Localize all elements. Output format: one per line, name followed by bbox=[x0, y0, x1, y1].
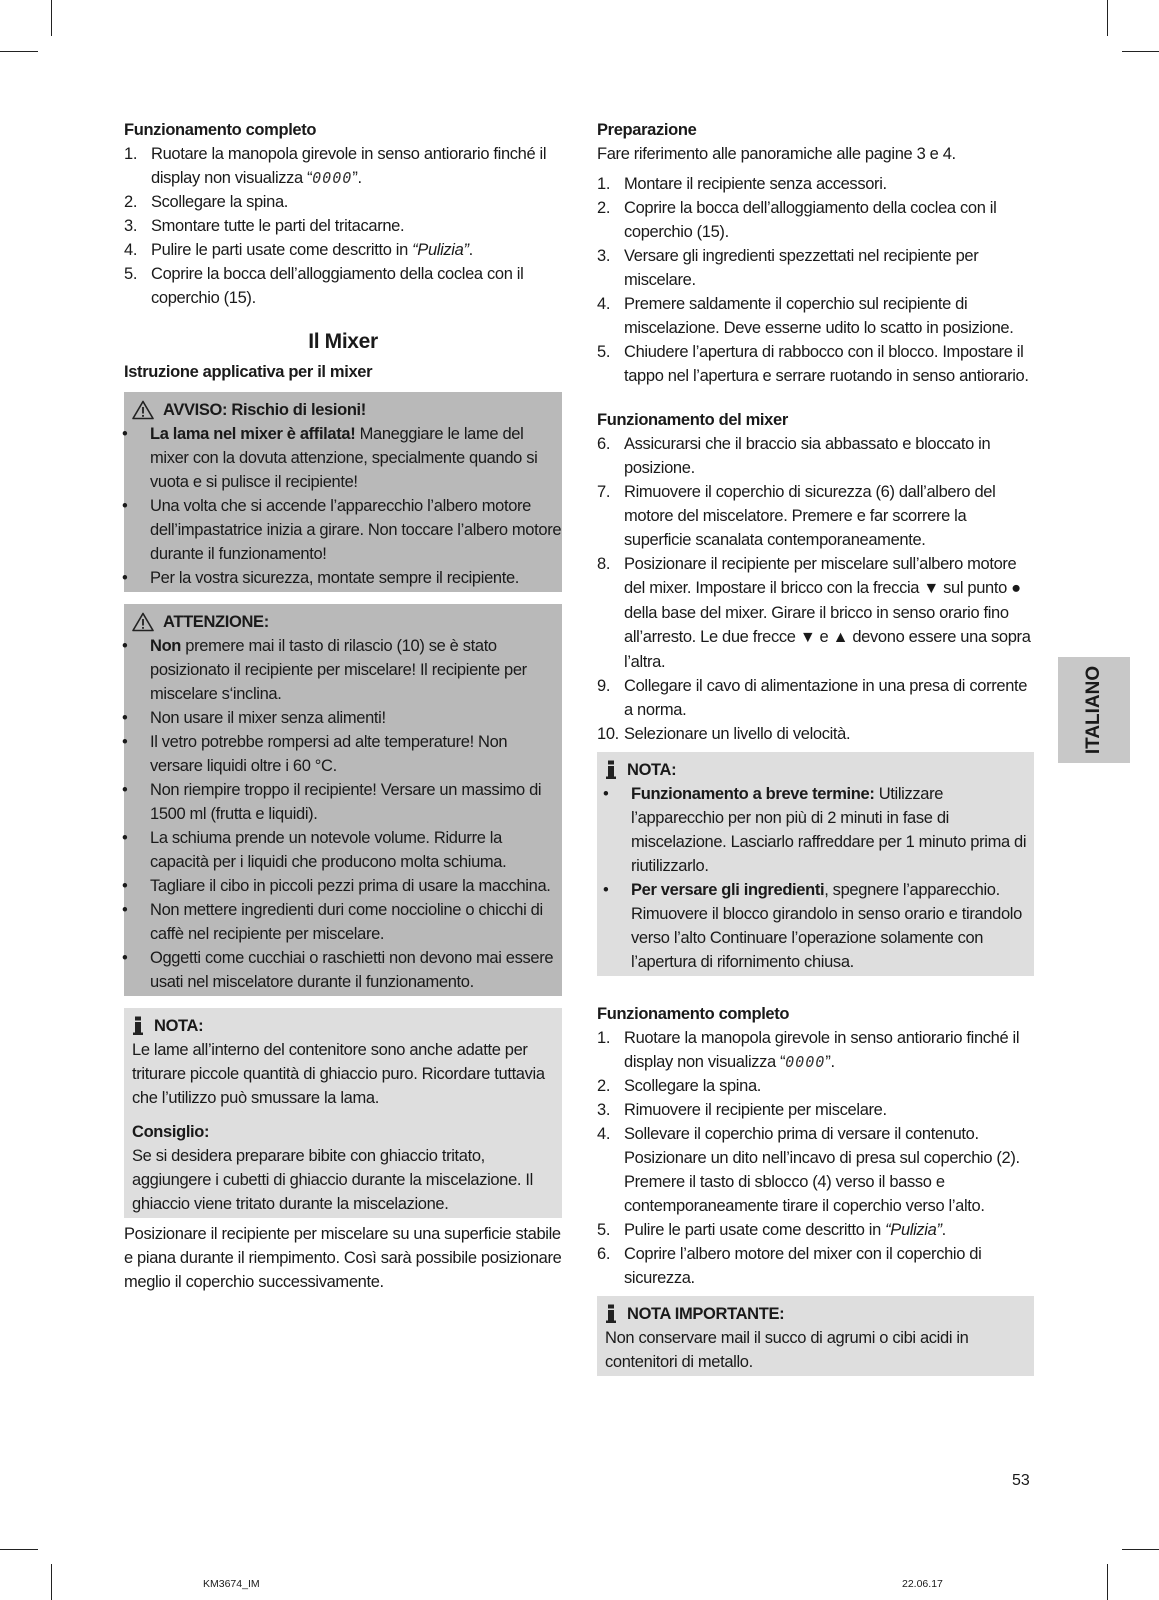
step-number: 4. bbox=[597, 1125, 611, 1143]
step-text: Pulire le parti usate come descritto in bbox=[151, 241, 413, 259]
note-header bbox=[124, 1014, 562, 1038]
list-item: • Per versare gli ingredienti, spegnere l’apparecchio. Rimuovere il blocco girandolo in senso orario e tirandolo verso l’alto Continuare l’operazione solamente con l’apertura di rifornimento chiusa. bbox=[603, 881, 1022, 971]
list-item: • Non mettere ingredienti duri come noccioline o chicchi di caffè nel recipiente per miscelare. bbox=[122, 901, 543, 943]
step-text: Premere saldamente il coperchio sul recipiente di miscelazione. Deve esserne udito lo scatto in posizione. bbox=[624, 295, 1014, 337]
caution-list bbox=[116, 634, 562, 994]
step-text: . bbox=[941, 1221, 946, 1239]
step-text: Montare il recipiente senza accessori. bbox=[624, 175, 887, 193]
note-box bbox=[124, 1008, 562, 1218]
step-text: Rimuovere il recipiente per miscelare. bbox=[624, 1101, 887, 1119]
info-icon bbox=[132, 1016, 144, 1036]
list-item bbox=[597, 722, 1034, 746]
list-item bbox=[597, 1026, 1034, 1074]
item-text: Per la vostra sicurezza, montate sempre il recipiente. bbox=[150, 569, 520, 587]
tip-heading: Consiglio: bbox=[132, 1123, 210, 1141]
paragraph: Fare riferimento alle panoramiche alle pagine 3 e 4. bbox=[597, 145, 956, 163]
step-text: Smontare tutte le parti del tritacarne. bbox=[151, 217, 405, 235]
section-heading: Funzionamento completo bbox=[597, 1005, 790, 1023]
section-heading: Istruzione applicativa per il mixer bbox=[124, 363, 373, 381]
step-number: 6. bbox=[597, 1245, 611, 1263]
crop-mark bbox=[0, 51, 38, 52]
list-item: • Non riempire troppo il recipiente! Versare un massimo di 1500 ml (frutta e liquidi). bbox=[122, 781, 542, 823]
list-item bbox=[597, 196, 1034, 244]
item-text: Non usare il mixer senza alimenti! bbox=[150, 709, 386, 727]
crop-mark bbox=[1107, 1564, 1108, 1600]
warning-triangle-icon bbox=[132, 400, 154, 420]
important-note-heading: NOTA IMPORTANTE: bbox=[627, 1305, 785, 1323]
footer-date: 22.06.17 bbox=[902, 1578, 943, 1590]
bold-text: Funzionamento a breve termine: bbox=[631, 785, 875, 803]
right-column bbox=[597, 118, 1034, 1376]
step-reference: “Pulizia” bbox=[412, 241, 469, 259]
list-item bbox=[597, 244, 1034, 292]
item-text: Maneggiare le lame del mixer con la dovuta attenzione, specialmente quando si vuota e si pulisce il recipiente! bbox=[150, 425, 538, 491]
note-box bbox=[597, 752, 1034, 976]
item-text: Non riempire troppo il recipiente! Versare un massimo di 1500 ml (frutta e liquidi). bbox=[150, 781, 542, 823]
step-number: 3. bbox=[597, 247, 611, 265]
step-number: 1. bbox=[597, 1029, 611, 1047]
warning-heading: AVVISO: Rischio di lesioni! bbox=[163, 401, 366, 419]
step-text: devono essere una sopra l’altra. bbox=[624, 628, 1031, 671]
warning-box bbox=[124, 392, 562, 592]
crop-mark bbox=[51, 0, 52, 36]
display-digits: 0000 bbox=[785, 1053, 826, 1071]
arrow-down-icon: ▼ bbox=[923, 580, 939, 597]
step-number: 5. bbox=[597, 1221, 611, 1239]
step-text: ”. bbox=[352, 169, 362, 187]
steps-list bbox=[597, 1026, 1034, 1290]
crop-mark bbox=[1107, 0, 1108, 36]
list-item: • Il vetro potrebbe rompersi ad alte temperature! Non versare liquidi oltre i 60 °C. bbox=[122, 733, 508, 775]
caution-header bbox=[124, 610, 562, 634]
bold-text: Per versare gli ingredienti bbox=[631, 881, 825, 899]
footer-doc-code: KM3674_IM bbox=[203, 1578, 260, 1590]
steps-list bbox=[597, 432, 1034, 746]
list-item bbox=[597, 480, 1034, 552]
item-text: Oggetti come cucchiai o raschietti non devono mai essere usati nel miscelatore durante il funzionamento. bbox=[150, 949, 554, 991]
list-item bbox=[597, 172, 1034, 196]
crop-mark bbox=[0, 1549, 38, 1550]
list-item bbox=[124, 142, 562, 190]
list-item bbox=[597, 1242, 1034, 1290]
crop-mark bbox=[51, 1564, 52, 1600]
section-title: Il Mixer bbox=[308, 330, 378, 353]
step-number: 5. bbox=[124, 265, 138, 283]
step-number: 7. bbox=[597, 483, 611, 501]
step-text: Scollegare la spina. bbox=[624, 1077, 762, 1095]
list-item bbox=[597, 1218, 1034, 1242]
arrow-down-icon: ▼ bbox=[799, 629, 816, 646]
list-item bbox=[597, 340, 1034, 388]
step-text: Sollevare il coperchio prima di versare il contenuto. Posizionare un dito nell’incavo di presa sul coperchio (2). Premere il tasto di sblocco (4) verso il basso e contemporaneamente tirare il coperchio verso l’alto. bbox=[624, 1125, 1020, 1215]
step-text: Assicurarsi che il braccio sia abbassato e bloccato in posizione. bbox=[624, 435, 991, 477]
item-text: La schiuma prende un notevole volume. Ridurre la capacità per i liquidi che producono molta schiuma. bbox=[150, 829, 507, 871]
item-text: premere mai il tasto di rilascio (10) se è stato posizionato il recipiente per miscelare! Il recipiente per miscelare s‘inclina. bbox=[150, 637, 527, 703]
step-text: Ruotare la manopola girevole in senso antiorario finché il display non visualizza “ bbox=[624, 1029, 1020, 1071]
item-text: Non mettere ingredienti duri come noccioline o chicchi di caffè nel recipiente per miscelare. bbox=[150, 901, 543, 943]
page-number: 53 bbox=[1012, 1472, 1030, 1489]
step-number: 10. bbox=[597, 725, 619, 743]
step-text: Rimuovere il coperchio di sicurezza (6) dall’albero del motore del miscelatore. Premere e far scorrere la superficie scanalata contemporaneamente. bbox=[624, 483, 996, 549]
list-item: • Una volta che si accende l’apparecchio l’albero motore dell’impastatrice inizia a girare. Non toccare l’albero motore durante il funzionamento! bbox=[122, 497, 562, 563]
note-heading: NOTA: bbox=[154, 1017, 204, 1035]
display-digits: 0000 bbox=[312, 169, 353, 187]
paragraph: Posizionare il recipiente per miscelare su una superficie stabile e piana durante il riempimento. Così sarà possibile posizionare meglio il coperchio successivamente. bbox=[124, 1225, 562, 1291]
warning-triangle-icon bbox=[132, 612, 154, 632]
bold-text: La lama nel mixer è affilata! bbox=[150, 425, 356, 443]
list-item bbox=[597, 674, 1034, 722]
important-note-header bbox=[597, 1302, 1034, 1326]
language-tab bbox=[1058, 657, 1130, 763]
crop-mark bbox=[1122, 1549, 1159, 1550]
list-item bbox=[597, 1122, 1034, 1218]
info-icon bbox=[605, 760, 617, 780]
caution-heading: ATTENZIONE: bbox=[163, 613, 269, 631]
list-item: • Tagliare il cibo in piccoli pezzi prima di usare la macchina. bbox=[122, 877, 551, 895]
warning-header bbox=[124, 398, 562, 422]
tip-body: Se si desidera preparare bibite con ghiaccio tritato, aggiungere i cubetti di ghiaccio durante la miscelazione. Il ghiaccio viene tritato durante la miscelazione. bbox=[132, 1147, 533, 1213]
step-text: Pulire le parti usate come descritto in bbox=[624, 1221, 886, 1239]
step-text: Coprire la bocca dell’alloggiamento della coclea con il coperchio (15). bbox=[151, 265, 524, 307]
step-text: Collegare il cavo di alimentazione in una presa di corrente a norma. bbox=[624, 677, 1028, 719]
caution-box bbox=[124, 604, 562, 996]
list-item bbox=[597, 432, 1034, 480]
step-text: sul punto bbox=[938, 579, 1012, 597]
step-number: 2. bbox=[597, 1077, 611, 1095]
step-number: 5. bbox=[597, 343, 611, 361]
step-number: 1. bbox=[124, 145, 138, 163]
step-number: 9. bbox=[597, 677, 611, 695]
step-text: Versare gli ingredienti spezzettati nel recipiente per miscelare. bbox=[624, 247, 979, 289]
list-item bbox=[597, 292, 1034, 340]
step-text: Chiudere l’apertura di rabbocco con il blocco. Impostare il tappo nel l’apertura e serrare ruotando in senso antiorario. bbox=[624, 343, 1029, 385]
step-text: ”. bbox=[825, 1053, 835, 1071]
list-item: • La lama nel mixer è affilata! Maneggiare le lame del mixer con la dovuta attenzione, specialmente quando si vuota e si pulisce il recipiente! bbox=[122, 425, 538, 491]
list-item bbox=[597, 1074, 1034, 1098]
left-column bbox=[124, 118, 562, 1294]
arrow-up-icon: ▲ bbox=[832, 629, 849, 646]
item-text: Utilizzare l’apparecchio per non più di 2 minuti in fase di miscelazione. Lasciarlo raffreddare per 1 minuto prima di riutilizzarlo. bbox=[631, 785, 1027, 875]
dot-icon: ● bbox=[1011, 579, 1021, 597]
step-text: Coprire la bocca dell’alloggiamento della coclea con il coperchio (15). bbox=[624, 199, 997, 241]
language-tab-label: ITALIANO bbox=[1083, 665, 1104, 755]
step-text: Selezionare un livello di velocità. bbox=[624, 725, 851, 743]
section-heading: Funzionamento completo bbox=[124, 121, 317, 139]
list-item: • La schiuma prende un notevole volume. Ridurre la capacità per i liquidi che producono molta schiuma. bbox=[122, 829, 507, 871]
step-text: Scollegare la spina. bbox=[151, 193, 289, 211]
list-item: • Funzionamento a breve termine: Utilizzare l’apparecchio per non più di 2 minuti in fase di miscelazione. Lasciarlo raffreddare per 1 minuto prima di riutilizzarlo. bbox=[603, 785, 1027, 875]
item-text: Il vetro potrebbe rompersi ad alte temperature! Non versare liquidi oltre i 60 °C. bbox=[150, 733, 508, 775]
step-number: 4. bbox=[124, 241, 138, 259]
note-list bbox=[597, 782, 1034, 974]
list-item bbox=[597, 1098, 1034, 1122]
note-body: Le lame all’interno del contenitore sono anche adatte per triturare piccole quantità di ghiaccio puro. Ricordare tuttavia che l’utilizzo può smussare la lama. bbox=[132, 1041, 545, 1107]
list-item: • Per la vostra sicurezza, montate sempre il recipiente. bbox=[122, 569, 520, 587]
step-number: 1. bbox=[597, 175, 611, 193]
step-number: 2. bbox=[124, 193, 138, 211]
crop-mark bbox=[1122, 51, 1159, 52]
step-reference: “Pulizia” bbox=[885, 1221, 942, 1239]
step-text: della base del mixer. Girare il bricco in senso orario fino all’arresto. Le due frecce bbox=[624, 604, 1009, 646]
step-number: 4. bbox=[597, 295, 611, 313]
step-number: 6. bbox=[597, 435, 611, 453]
list-item: • Non premere mai il tasto di rilascio (10) se è stato posizionato il recipiente per miscelare! Il recipiente per miscelare s‘inclina. bbox=[122, 637, 527, 703]
step-text: Coprire l’albero motore del mixer con il coperchio di sicurezza. bbox=[624, 1245, 982, 1287]
step-text: Ruotare la manopola girevole in senso antiorario finché il display non visualizza “ bbox=[151, 145, 547, 187]
list-item: • Oggetti come cucchiai o raschietti non devono mai essere usati nel miscelatore durante il funzionamento. bbox=[122, 949, 554, 991]
note-heading: NOTA: bbox=[627, 761, 677, 779]
item-text: Una volta che si accende l’apparecchio l’albero motore dell’impastatrice inizia a girare. Non toccare l’albero motore durante il funzionamento! bbox=[150, 497, 562, 563]
list-item bbox=[124, 190, 562, 214]
step-number: 3. bbox=[597, 1101, 611, 1119]
list-item bbox=[124, 262, 562, 310]
step-text: Posizionare il recipiente per miscelare sull’albero motore del mixer. Impostare il bricco con la freccia bbox=[624, 555, 1017, 597]
important-note-body: Non conservare mail il succo di agrumi o cibi acidi in contenitori di metallo. bbox=[605, 1329, 969, 1371]
note-header bbox=[597, 758, 1034, 782]
list-item bbox=[124, 214, 562, 238]
list-item: • Non usare il mixer senza alimenti! bbox=[122, 709, 386, 727]
bold-text: Non bbox=[150, 637, 182, 655]
steps-list bbox=[597, 172, 1034, 388]
steps-list bbox=[124, 142, 562, 310]
list-item bbox=[597, 552, 1034, 674]
section-heading: Preparazione bbox=[597, 121, 697, 139]
list-item bbox=[124, 238, 562, 262]
step-text: e bbox=[815, 628, 833, 646]
step-number: 2. bbox=[597, 199, 611, 217]
step-number: 8. bbox=[597, 555, 611, 573]
section-heading: Funzionamento del mixer bbox=[597, 411, 788, 429]
info-icon bbox=[605, 1304, 617, 1324]
item-text: Tagliare il cibo in piccoli pezzi prima di usare la macchina. bbox=[150, 877, 551, 895]
important-note-box bbox=[597, 1296, 1034, 1376]
warning-list bbox=[116, 422, 562, 590]
step-text: . bbox=[468, 241, 473, 259]
step-number: 3. bbox=[124, 217, 138, 235]
item-text: , spegnere l’apparecchio. Rimuovere il blocco girandolo in senso orario e tirandolo verso l’alto Continuare l’operazione solamente con l’apertura di rifornimento chiusa. bbox=[631, 881, 1022, 971]
